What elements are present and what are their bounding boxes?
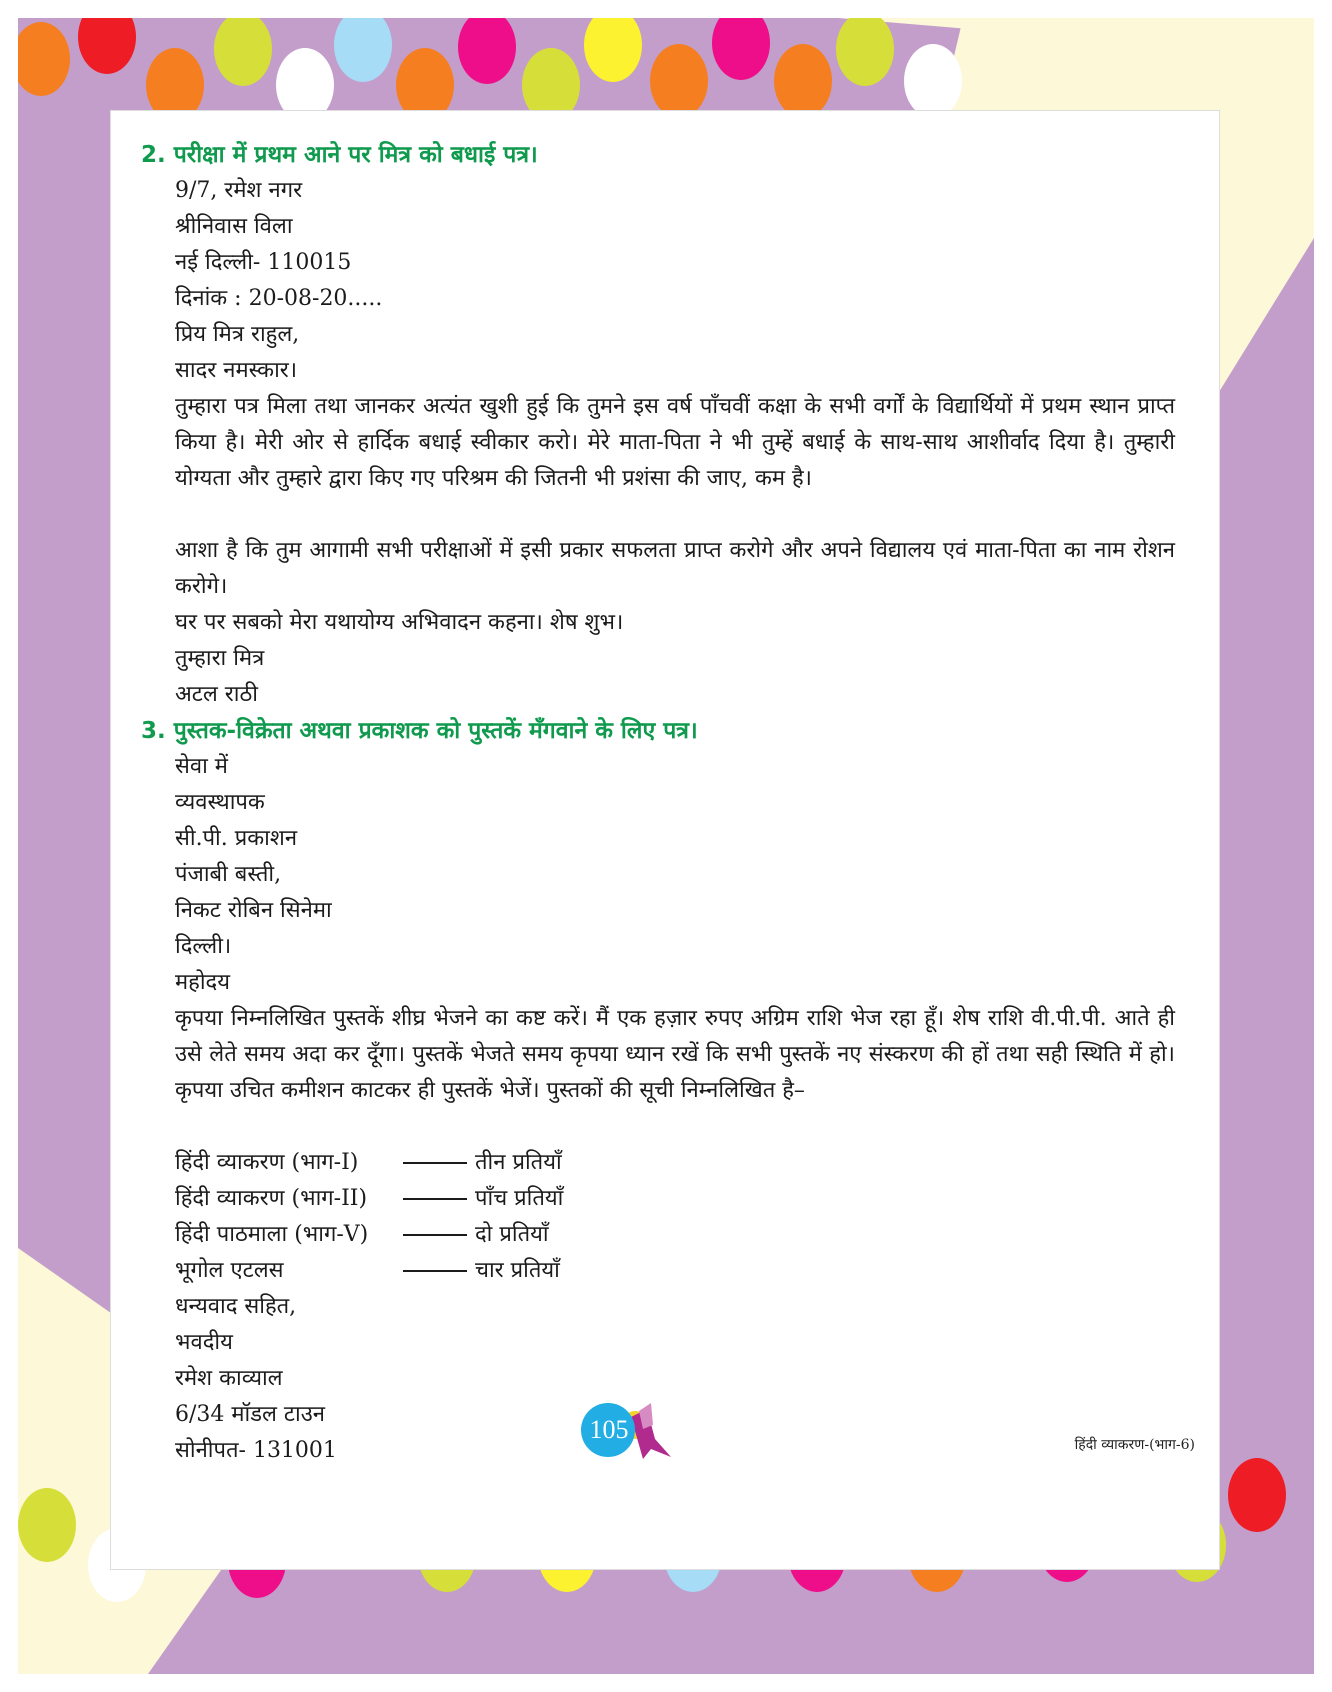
polka-dot [650, 44, 708, 118]
letter2-body-paragraph: आशा है कि तुम आगामी सभी परीक्षाओं में इसी प्रकार सफलता प्राप्त करोगे और अपने विद्यालय एवं माता-पिता का नाम रोशन करोगे। [175, 538, 1175, 599]
letter3-sender-line: सोनीपत- 131001 [175, 1438, 337, 1463]
page-frame [18, 18, 1314, 1674]
book-name: भूगोल एटलस [175, 1258, 284, 1283]
page-number: 105 [589, 1415, 629, 1444]
polka-dot [1228, 1458, 1286, 1532]
letter2-greeting: सादर नमस्कार। [175, 358, 298, 383]
letter3-recipient-line: निकट रोबिन सिनेमा [175, 898, 332, 923]
book-name: हिंदी व्याकरण (भाग-I) [175, 1150, 359, 1175]
dash-separator [403, 1270, 467, 1272]
book-copies: तीन प्रतियाँ [475, 1150, 562, 1175]
book-name: हिंदी पाठमाला (भाग-V) [175, 1222, 369, 1247]
letter3-sender-line: 6/34 मॉडल टाउन [175, 1402, 325, 1427]
page-number-badge [581, 1391, 691, 1461]
letter2-closing: तुम्हारा मित्र [175, 646, 265, 671]
letter3-heading: 3. पुस्तक-विक्रेता अथवा प्रकाशक को पुस्तकें मँगवाने के लिए पत्र। [141, 718, 698, 744]
book-copies: पाँच प्रतियाँ [475, 1186, 564, 1211]
letter3-closing: भवदीय [175, 1330, 233, 1355]
book-name: हिंदी व्याकरण (भाग-II) [175, 1186, 368, 1211]
letter2-address-line: 9/7, रमेश नगर [175, 178, 303, 203]
letter2-salutation: प्रिय मित्र राहुल, [175, 322, 300, 347]
polka-dot [904, 44, 962, 118]
letter2-body-paragraph: घर पर सबको मेरा यथायोग्य अभिवादन कहना। शेष शुभ। [175, 610, 624, 635]
book-copies: दो प्रतियाँ [475, 1222, 549, 1247]
dash-separator [403, 1162, 467, 1164]
letter3-thanks: धन्यवाद सहित, [175, 1294, 297, 1319]
letter3-recipient-line: सी.पी. प्रकाशन [175, 826, 298, 851]
letter2-signature: अटल राठी [175, 682, 258, 707]
letter3-recipient-line: दिल्ली। [175, 934, 232, 959]
letter2-address-line: नई दिल्ली- 110015 [175, 250, 352, 275]
polka-dot [774, 44, 832, 118]
dash-separator [403, 1198, 467, 1200]
letter2-address-line: श्रीनिवास विला [175, 214, 293, 239]
letter3-recipient-line: व्यवस्थापक [175, 790, 265, 815]
letter2-date: दिनांक : 20-08-20..... [175, 286, 383, 311]
letter3-recipient-line: पंजाबी बस्ती, [175, 862, 282, 887]
polka-dot [18, 1488, 76, 1562]
letter2-body-paragraph: तुम्हारा पत्र मिला तथा जानकर अत्यंत खुशी हुई कि तुमने इस वर्ष पाँचवीं कक्षा के सभी वर्गों के विद्यार्थियों में प्रथम स्थान प्राप्त किया है। मेरी ओर से हार्दिक बधाई स्वीकार करो। मेरे माता-पिता ने भी तुम्हें बधाई के साथ-साथ आशीर्वाद दिया है। तुम्हारी योग्यता और तुम्हारे द्वारा किए गए परिश्रम की जितनी भी प्रशंसा की जाए, कम है। [175, 394, 1175, 491]
content-page [110, 110, 1220, 1570]
letter2-heading: 2. परीक्षा में प्रथम आने पर मित्र को बधाई पत्र। [141, 142, 538, 168]
book-copies: चार प्रतियाँ [475, 1258, 560, 1283]
letter3-sender-line: रमेश काव्याल [175, 1366, 283, 1391]
book-title-footer: हिंदी व्याकरण-(भाग-6) [1074, 1437, 1195, 1453]
dash-separator [403, 1234, 467, 1236]
letter3-salutation: महोदय [175, 970, 230, 995]
letter3-recipient-line: सेवा में [175, 754, 228, 779]
letter3-body-paragraph: कृपया निम्नलिखित पुस्तकें शीघ्र भेजने का कष्ट करें। मैं एक हज़ार रुपए अग्रिम राशि भेज रहा हूँ। शेष राशि वी.पी.पी. आते ही उसे लेते समय अदा कर दूँगा। पुस्तकें भेजते समय कृपया ध्यान रखें कि सभी पुस्तकें नए संस्करण की हों तथा सही स्थिति में हो। कृपया उचित कमीशन काटकर ही पुस्तकें भेजें। पुस्तकों की सूची निम्नलिखित है– [175, 1006, 1175, 1103]
